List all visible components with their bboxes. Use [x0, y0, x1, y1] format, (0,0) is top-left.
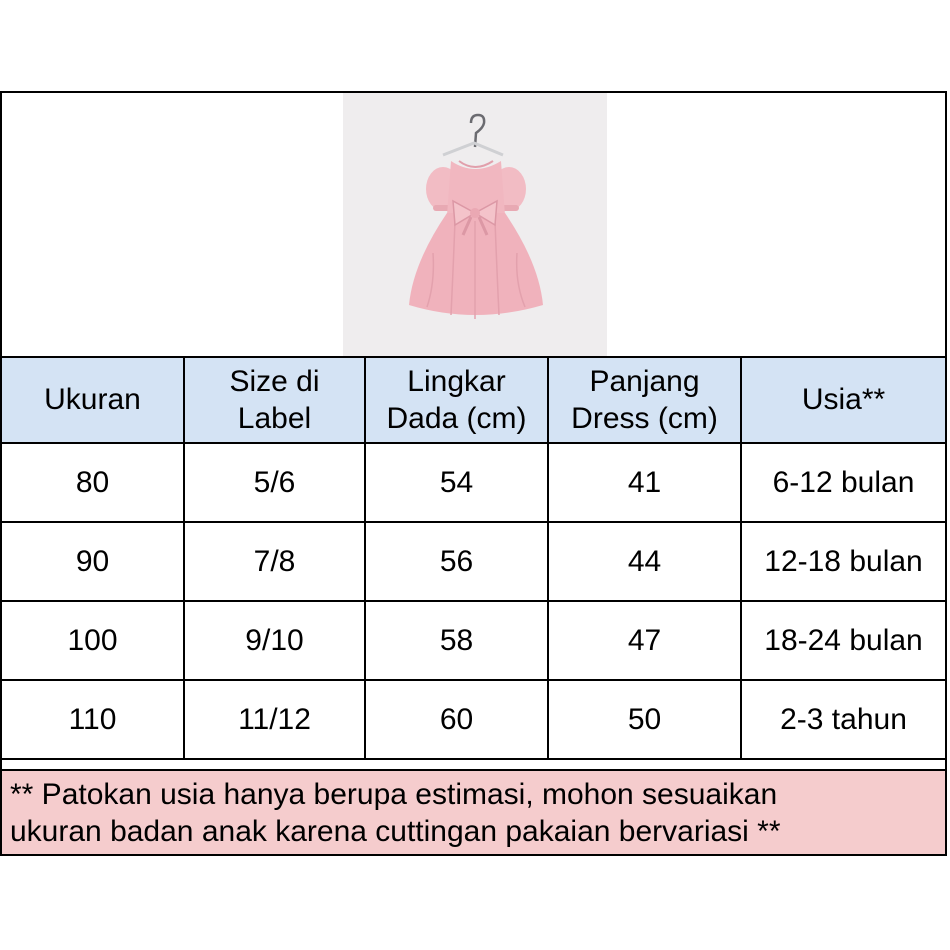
cell-lingkar-dada: 56 — [365, 522, 548, 601]
age-estimate-note — [2, 769, 945, 854]
cell-panjang-dress: 50 — [548, 680, 741, 759]
cell-lingkar-dada: 58 — [365, 601, 548, 680]
product-photo-cell — [2, 93, 945, 358]
cell-size-label: 5/6 — [184, 443, 365, 522]
cell-lingkar-dada: 54 — [365, 443, 548, 522]
cell-ukuran: 80 — [2, 443, 184, 522]
header-usia: Usia** — [741, 357, 945, 443]
table-header-row — [2, 357, 945, 443]
header-ukuran: Ukuran — [2, 357, 184, 443]
cell-usia: 18-24 bulan — [741, 601, 945, 680]
cell-ukuran: 90 — [2, 522, 184, 601]
header-panjang-dress: Panjang Dress (cm) — [548, 357, 741, 443]
cell-usia: 6-12 bulan — [741, 443, 945, 522]
cell-size-label: 7/8 — [184, 522, 365, 601]
cell-usia: 12-18 bulan — [741, 522, 945, 601]
table-row — [2, 680, 945, 759]
cell-ukuran: 110 — [2, 680, 184, 759]
cell-panjang-dress: 41 — [548, 443, 741, 522]
pink-dress-photo-icon — [343, 93, 607, 356]
size-chart — [0, 91, 947, 856]
table-row — [2, 522, 945, 601]
cell-panjang-dress: 44 — [548, 522, 741, 601]
size-table — [2, 356, 945, 760]
cell-usia: 2-3 tahun — [741, 680, 945, 759]
table-row — [2, 601, 945, 680]
cell-panjang-dress: 47 — [548, 601, 741, 680]
header-size-di-label: Size di Label — [184, 357, 365, 443]
cell-size-label: 11/12 — [184, 680, 365, 759]
cell-size-label: 9/10 — [184, 601, 365, 680]
cell-ukuran: 100 — [2, 601, 184, 680]
header-lingkar-dada: Lingkar Dada (cm) — [365, 357, 548, 443]
note-line-2: ukuran badan anak karena cuttingan pakaian bervariasi ** — [10, 815, 781, 848]
note-line-1: ** Patokan usia hanya berupa estimasi, mohon sesuaikan — [10, 778, 778, 811]
table-row — [2, 443, 945, 522]
cell-lingkar-dada: 60 — [365, 680, 548, 759]
